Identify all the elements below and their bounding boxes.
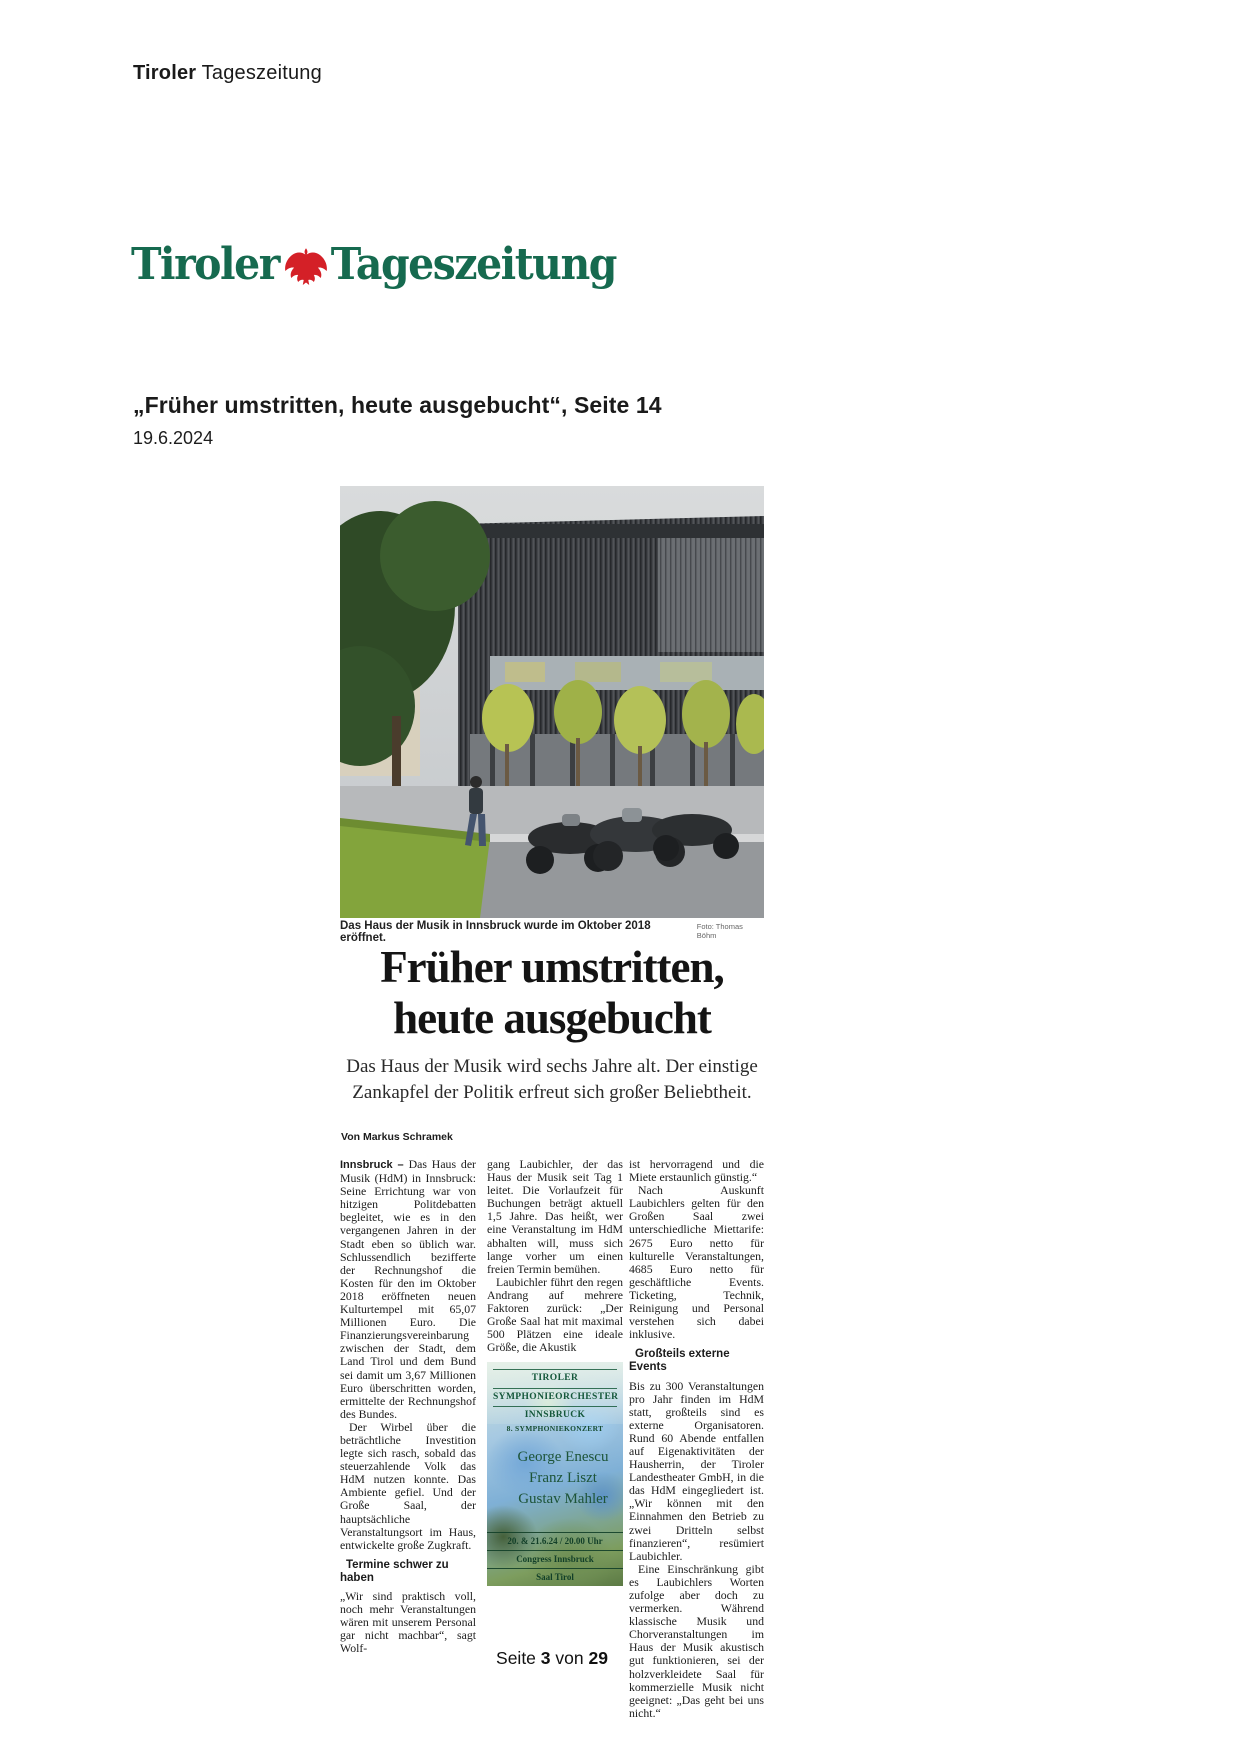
logo-word-tageszeitung: Tageszeitung <box>330 238 616 290</box>
poster-orchestra-block <box>487 1362 623 1423</box>
clip-date: 19.6.2024 <box>133 428 214 448</box>
footer-current-page: 3 <box>540 1648 551 1668</box>
poster-artist: Franz Liszt <box>529 1470 597 1487</box>
poster-date-line: 20. & 21.6.24 / 20.00 Uhr <box>487 1532 623 1550</box>
poster-venue-line-1: Congress Innsbruck <box>487 1550 623 1568</box>
col1-subhead: Termine schwer zu haben <box>340 1558 449 1584</box>
page-footer <box>340 1648 764 1669</box>
col3-paragraph-1: ist hervorragend und die Miete erstaunlich günstig.“ <box>629 1157 764 1185</box>
subhead-line-1: Das Haus der Musik wird sechs Jahre alt. Der einstige <box>346 1056 758 1077</box>
col1-paragraph-1-text: Das Haus der Musik (HdM) in Innsbruck: Seine Errichtung war von hitzigen Politdebatten begleitet, wie es in den vergangenen Jahren in der Stadt eben so üblich war. Schlussendlich bezifferte der Rechnungshof die Kosten für den im Oktober 2018 eröffneten neuen Kulturtempel mit 65,07 Millionen Euro. Die Finanzierungsvereinbarung zwischen der Stadt, dem Land Tirol und dem Bund sei damit um 3,67 Millionen Euro überschritten worden, ermittelte der Rechnungshof des Bundes. <box>340 1157 476 1421</box>
poster-artist: Gustav Mahler <box>518 1491 608 1508</box>
poster-org-line-1: TIROLER <box>531 1373 579 1384</box>
article-photo <box>340 486 764 918</box>
col1-paragraph-1 <box>340 1158 476 1421</box>
clip-title: „Früher umstritten, heute ausgebucht“, Seite 14 <box>133 392 662 418</box>
col2-paragraph-2: Laubichler führt den regen Andrang auf mehrere Faktoren zurück: „Der Große Saal hat mit maximal 500 Plätzen eine ideale Größe, die Akustik <box>487 1274 623 1355</box>
brand-rest: Tageszeitung <box>196 62 322 84</box>
article-byline: Von Markus Schramek <box>341 1131 453 1143</box>
photo-caption: Das Haus der Musik in Innsbruck wurde im Oktober 2018 eröffnet. <box>340 920 651 944</box>
col3-paragraph-3: Bis zu 300 Veranstaltungen pro Jahr finden im HdM statt, großteils sind es externe Organisatoren. Rund 60 Abende entfallen auf Eigenaktivitäten der Hausherrin, der Tiroler Landestheater GmbH, in die das HdM eingegliedert ist. „Wir können mit den Einnahmen den Betrieb zu zwei Dritteln selbst finanzieren“, resümiert Laubichler. <box>629 1378 764 1563</box>
photo-credit: Foto: Thomas Böhm <box>696 922 743 940</box>
newspaper-masthead-logo <box>131 238 616 290</box>
poster-rule <box>493 1406 617 1407</box>
brand-bold: Tiroler <box>133 62 197 84</box>
poster-artist-list <box>515 1450 611 1513</box>
poster-details-block <box>487 1532 623 1586</box>
col1-paragraph-3: „Wir sind praktisch voll, noch mehr Veranstaltungen wären mit unserem Personal gar nicht machbar“, sagt Wolf- <box>340 1589 476 1656</box>
subhead-line-2: Zankapfel der Politik erfreut sich großer Beliebtheit. <box>352 1082 752 1103</box>
article-column-1 <box>340 1158 476 1655</box>
headline-line-2: heute ausgebucht <box>393 993 711 1043</box>
col3-paragraph-4: Eine Einschränkung gibt es Laubichlers Worten zufolge aber doch zu vermerken. Während klassische Musik und Chorveranstaltungen im Haus der Musik akustisch gut funktionieren, sei der holzverkleidete Saal für kommerzielle Musik nicht geeignet: „Das geht bei uns nicht.“ <box>629 1561 764 1720</box>
col1-paragraph-2: Der Wirbel über die beträchtliche Investition legte sich rasch, sobald das steuerzahlende Volk das HdM nutzen konnte. Das Ambiente gefiel. Und der Große Saal, der hauptsächliche Veranstaltungsort im Haus, entwickelte große Zugkraft. <box>340 1419 476 1552</box>
col3-paragraph-2: Nach Auskunft Laubichlers gelten für den Großen Saal zwei unterschiedliche Miettarife: 2675 Euro netto für kulturelle Veranstaltungen, 4685 Euro netto für geschäftliche Events. Ticketing, Technik, Reinigung und Personal verstehen sich dabei inklusive. <box>629 1183 764 1342</box>
tyrol-eagle-icon <box>283 244 329 287</box>
concert-poster <box>487 1362 623 1586</box>
article-column-2 <box>487 1158 623 1586</box>
headline-line-1: Früher umstritten, <box>380 942 724 992</box>
footer-total-pages: 29 <box>588 1648 608 1668</box>
poster-org-line-2: SYMPHONIEORCHESTER <box>493 1391 619 1402</box>
poster-event-title: 8. SYMPHONIEKONZERT <box>506 1424 604 1434</box>
poster-org-line-3: INNSBRUCK <box>524 1409 586 1420</box>
col3-subhead: Großteils externe Events <box>629 1348 730 1374</box>
article-headline <box>340 942 764 1044</box>
poster-artist: George Enescu <box>517 1449 609 1466</box>
article-subhead <box>340 1054 764 1106</box>
poster-rule <box>493 1369 617 1370</box>
footer-prefix: Seite <box>496 1648 536 1668</box>
col1-location-lead: Innsbruck – <box>340 1159 404 1171</box>
article-column-3 <box>629 1158 764 1720</box>
footer-middle: von <box>555 1648 584 1668</box>
poster-rule <box>493 1388 617 1389</box>
photo-caption-row <box>340 920 764 944</box>
poster-venue-line-2: Saal Tirol <box>487 1568 623 1586</box>
logo-word-tiroler: Tiroler <box>131 238 279 290</box>
col2-paragraph-1: gang Laubichler, der das Haus der Musik seit Tag 1 leitet. Die Vorlaufzeit für Buchungen beträgt aktuell 1,5 Jahre. Das heißt, wer eine Veranstaltung im HdM abhalten will, muss sich lange vorher um einen freien Termin bemühen. <box>487 1157 623 1276</box>
document-header-brand <box>133 62 322 85</box>
